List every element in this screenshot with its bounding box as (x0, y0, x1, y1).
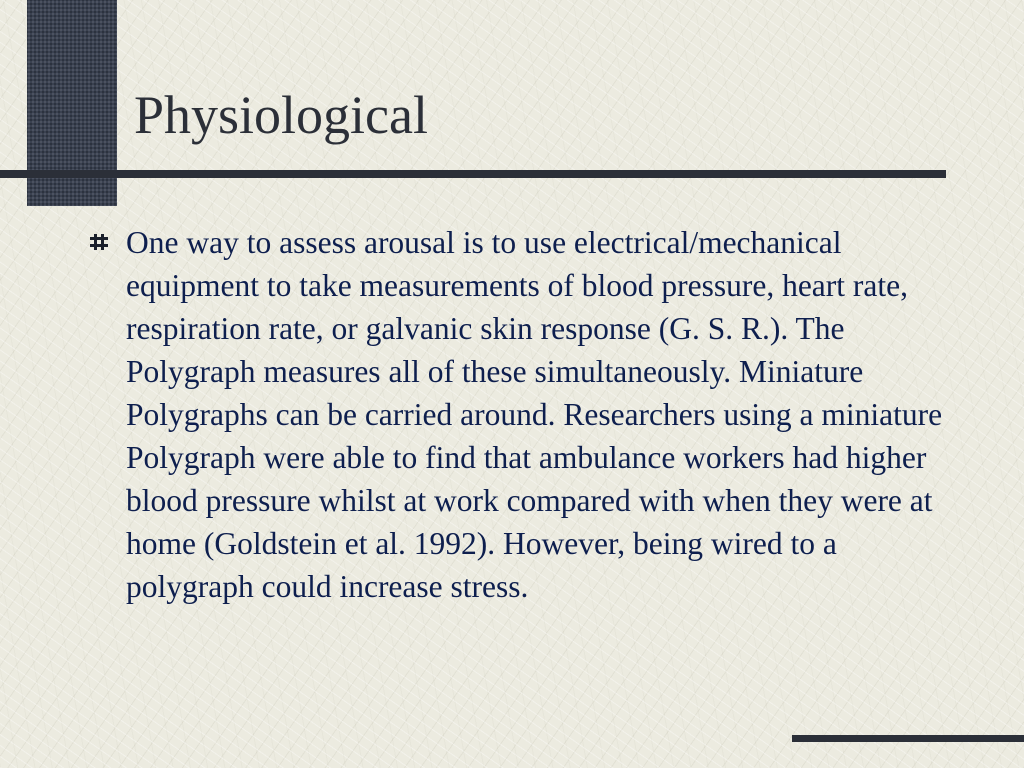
slide-title: Physiological (134, 85, 428, 145)
title-divider-rule (0, 170, 946, 178)
bottom-decorative-rule (792, 735, 1024, 742)
bullet-list (88, 221, 944, 608)
bullet-item (88, 221, 944, 608)
hash-bullet-icon (90, 233, 108, 251)
bullet-text: One way to assess arousal is to use electrical/mechanical equipment to take measurements of blood pressure, heart rate, respiration rate, or galvanic skin response (G. S. R.). The Polygraph measures all of these simultaneously. Miniature Polygraphs can be carried around. Researchers using a miniature Polygraph were able to find that ambulance workers had higher blood pressure whilst at work compared with when they were at home (Goldstein et al. 1992). However, being wired to a polygraph could increase stress. (126, 225, 943, 604)
